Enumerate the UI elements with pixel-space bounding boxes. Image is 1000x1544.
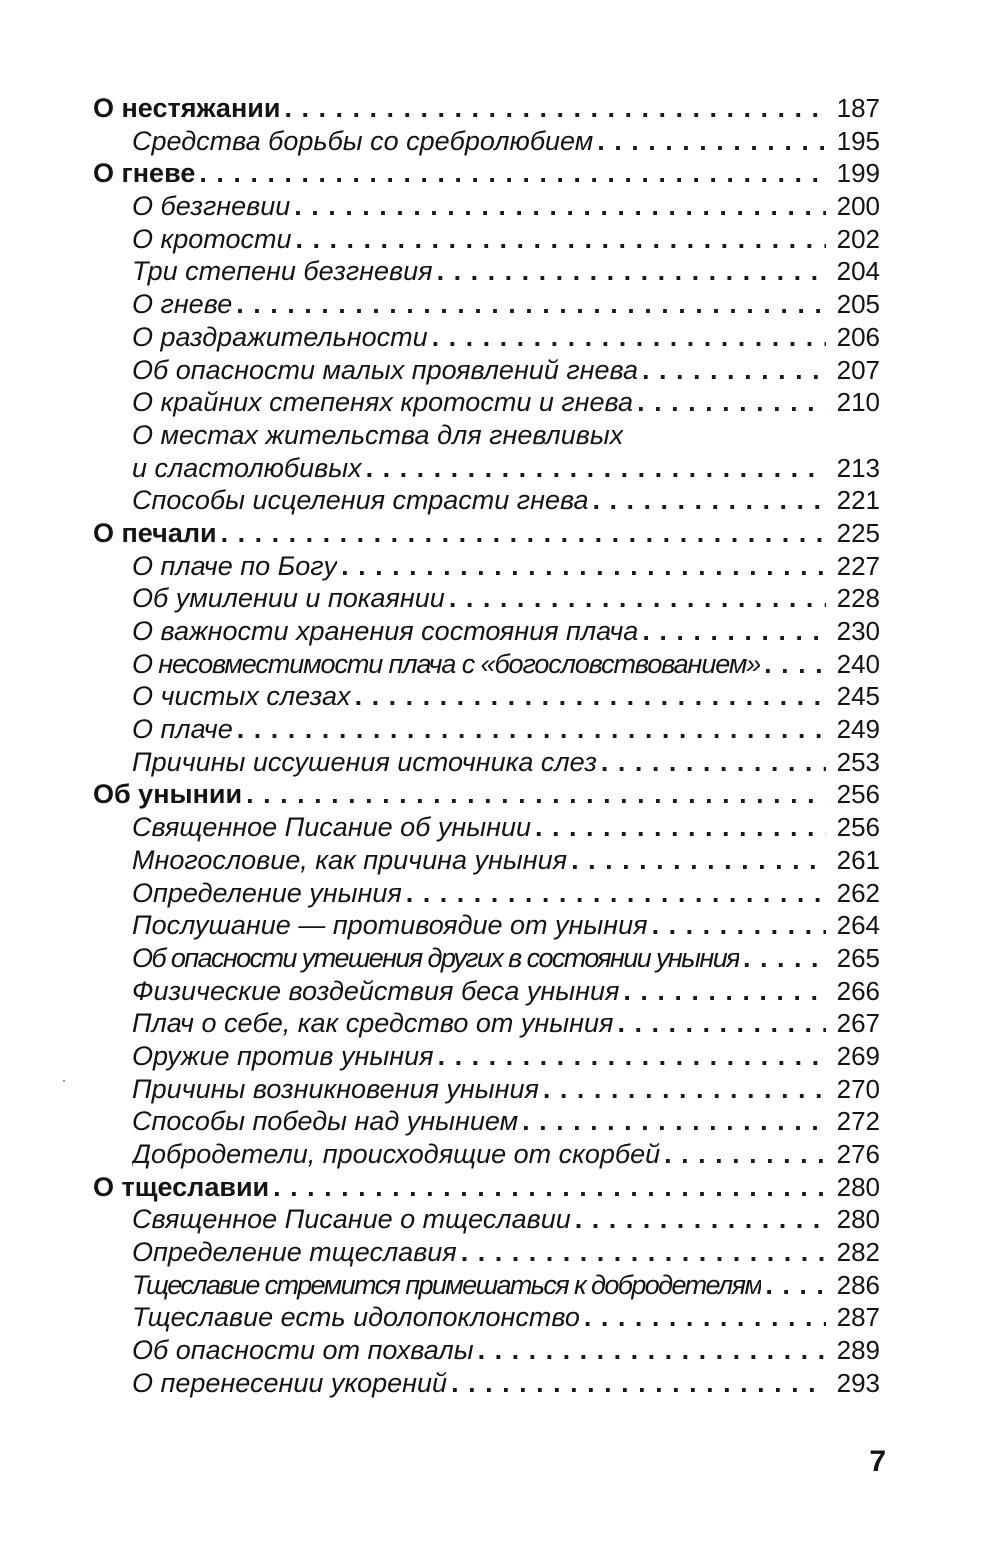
toc-entry — [0, 1105, 1000, 1138]
toc-entry — [0, 582, 1000, 615]
toc-title: Три степени безгневия — [132, 256, 433, 287]
dot-leader — [457, 1236, 826, 1269]
toc-title: Священное Писание об унынии — [132, 812, 531, 843]
toc-entry — [0, 713, 1000, 746]
dot-leader — [217, 517, 826, 550]
toc-entry — [0, 452, 1000, 485]
dot-leader — [760, 648, 826, 681]
toc-page-number: 240 — [836, 648, 880, 679]
toc-title: Священное Писание о тщеславии — [132, 1204, 571, 1235]
dot-leader — [428, 321, 826, 354]
toc-entry — [0, 354, 1000, 387]
toc-entry — [0, 484, 1000, 517]
toc-entry — [0, 125, 1000, 158]
toc-title: Об опасности утешения других в состоянии уныния — [132, 942, 739, 973]
toc-title: Об опасности малых проявлений гнева — [132, 354, 639, 385]
toc-page-number: 200 — [836, 191, 880, 222]
toc-title: Об опасности от похвалы — [132, 1335, 474, 1366]
dot-leader — [638, 354, 826, 387]
toc-page-number: 286 — [836, 1269, 880, 1300]
toc-entry — [0, 615, 1000, 648]
toc-page-number: 261 — [836, 844, 880, 875]
toc-title: О крайних степенях кротости и гнева — [132, 387, 634, 418]
toc-page-number: 256 — [836, 779, 880, 810]
toc-page-number: 245 — [836, 681, 880, 712]
dot-leader — [195, 157, 826, 190]
toc-title: Многословие, как причина уныния — [132, 844, 568, 875]
toc-page-number: 207 — [836, 354, 880, 385]
dot-leader — [351, 680, 826, 713]
dot-leader — [580, 1301, 826, 1334]
dot-leader — [589, 484, 827, 517]
toc-entry — [0, 1073, 1000, 1106]
dot-leader — [402, 877, 826, 910]
toc-page-number: 289 — [836, 1335, 880, 1366]
toc-title: О плаче — [132, 714, 233, 745]
dot-leader — [593, 125, 826, 158]
dot-leader — [539, 1073, 826, 1106]
toc-page-number: 225 — [836, 517, 880, 548]
toc-page-number: 266 — [836, 975, 880, 1006]
table-of-contents — [0, 92, 1000, 1400]
toc-title: О тщеславии — [93, 1171, 270, 1202]
toc-page-number: 227 — [836, 550, 880, 581]
toc-page-number: 280 — [836, 1171, 880, 1202]
toc-title: и сластолюбивых — [132, 452, 362, 483]
toc-page-number: 265 — [836, 942, 880, 973]
toc-title: Физические воздействия беса уныния — [132, 975, 620, 1006]
scan-speck — [63, 1080, 65, 1082]
page-number: 7 — [869, 1445, 886, 1478]
toc-title: О перенесении укорений — [132, 1367, 448, 1398]
toc-entry — [0, 1269, 1000, 1302]
toc-page-number: 269 — [836, 1040, 880, 1071]
toc-title: О важности хранения состояния плача — [132, 616, 639, 646]
toc-title: О несовместимости плача с «богословствованием» — [132, 648, 761, 679]
toc-page-number: 205 — [836, 289, 880, 320]
toc-page-number: 293 — [836, 1367, 880, 1398]
toc-entry — [0, 975, 1000, 1008]
dot-leader — [233, 713, 826, 746]
toc-entry — [0, 255, 1000, 288]
toc-entry — [0, 288, 1000, 321]
toc-page-number: 230 — [836, 616, 880, 646]
toc-entry — [0, 1171, 1000, 1204]
toc-entry — [0, 1203, 1000, 1236]
toc-page-number: 253 — [836, 746, 880, 777]
toc-entry — [0, 648, 1000, 681]
toc-title: Добродетели, происходящие от скорбей — [132, 1139, 661, 1169]
toc-entry — [0, 517, 1000, 550]
toc-page-number: 195 — [836, 125, 880, 156]
toc-entry-continued — [0, 419, 1000, 452]
dot-leader — [739, 942, 826, 975]
toc-page-number: 262 — [836, 877, 880, 908]
toc-title: Оружие против уныния — [132, 1040, 434, 1071]
toc-page-number: 187 — [836, 93, 880, 123]
toc-page-number: 256 — [836, 812, 880, 843]
toc-entry — [0, 157, 1000, 190]
toc-title: Об унынии — [93, 779, 243, 810]
dot-leader — [761, 1269, 826, 1302]
toc-title: О гневе — [93, 158, 196, 189]
toc-page-number: 280 — [836, 1204, 880, 1235]
toc-page-number: 287 — [836, 1302, 880, 1333]
toc-entry — [0, 1236, 1000, 1269]
toc-title: Определение тщеславия — [132, 1237, 457, 1268]
dot-leader — [445, 582, 826, 615]
toc-page-number: 213 — [836, 452, 880, 483]
toc-title: Об умилении и покаянии — [132, 583, 445, 614]
toc-entry — [0, 844, 1000, 877]
dot-leader — [232, 288, 826, 321]
toc-page-number: 270 — [836, 1073, 880, 1104]
toc-title: Тщеславие есть идолопоклонство — [132, 1302, 580, 1333]
toc-entry — [0, 1334, 1000, 1367]
dot-leader — [292, 223, 827, 256]
toc-title: О безгневии — [132, 191, 291, 222]
toc-entry — [0, 1040, 1000, 1073]
toc-entry — [0, 92, 1000, 125]
toc-title: Средства борьбы со сребролюбием — [132, 125, 594, 156]
toc-page-number: 210 — [836, 387, 880, 418]
toc-entry — [0, 877, 1000, 910]
toc-title: Послушание — противоядие от уныния — [132, 910, 648, 941]
toc-entry — [0, 223, 1000, 256]
dot-leader — [531, 811, 826, 844]
dot-leader — [633, 386, 826, 419]
toc-title: О плаче по Богу — [132, 550, 338, 581]
toc-entry — [0, 942, 1000, 975]
dot-leader — [433, 255, 826, 288]
toc-entry — [0, 1367, 1000, 1400]
toc-page-number: 249 — [836, 714, 880, 745]
dot-leader — [242, 778, 826, 811]
dot-leader — [269, 1171, 826, 1204]
toc-entry — [0, 386, 1000, 419]
toc-page-number: 202 — [836, 223, 880, 254]
toc-page-number: 206 — [836, 321, 880, 352]
toc-title: Причины возникновения уныния — [132, 1073, 539, 1104]
toc-page-number: 204 — [836, 256, 880, 287]
toc-page-number: 276 — [836, 1139, 880, 1169]
toc-title: Способы исцеления страсти гнева — [132, 485, 589, 516]
toc-entry — [0, 1007, 1000, 1040]
toc-page-number: 264 — [836, 910, 880, 941]
dot-leader — [660, 1138, 826, 1171]
toc-entry — [0, 811, 1000, 844]
dot-leader — [571, 1203, 826, 1236]
dot-leader — [337, 550, 826, 583]
toc-title: Тщеславие стремится примешаться к добродетелям — [132, 1269, 762, 1300]
dot-leader — [597, 746, 826, 779]
toc-title: О местах жительства для гневливых — [132, 419, 624, 450]
toc-entry — [0, 746, 1000, 779]
toc-entry — [0, 778, 1000, 811]
dot-leader — [434, 1040, 826, 1073]
toc-page-number: 267 — [836, 1008, 880, 1039]
toc-title: О нестяжании — [93, 93, 281, 123]
toc-title: Определение уныния — [132, 877, 402, 908]
toc-entry — [0, 680, 1000, 713]
dot-leader — [619, 975, 826, 1008]
dot-leader — [638, 615, 826, 648]
dot-leader — [648, 909, 826, 942]
toc-title: О гневе — [132, 289, 233, 320]
dot-leader — [280, 92, 826, 125]
toc-entry — [0, 321, 1000, 354]
toc-title: О раздражительности — [132, 321, 428, 352]
dot-leader — [518, 1105, 826, 1138]
toc-page-number: 221 — [836, 485, 880, 516]
toc-title: Способы победы над унынием — [132, 1106, 519, 1137]
toc-page-number: 228 — [836, 583, 880, 614]
toc-title: О кротости — [132, 223, 292, 254]
toc-title: Плач о себе, как средство от уныния — [132, 1008, 614, 1039]
toc-entry — [0, 1301, 1000, 1334]
dot-leader — [290, 190, 826, 223]
toc-title: О печали — [93, 517, 217, 548]
dot-leader — [447, 1367, 826, 1400]
toc-page-number: 272 — [836, 1106, 880, 1137]
toc-entry — [0, 550, 1000, 583]
toc-page-number: 199 — [836, 158, 880, 189]
toc-entry — [0, 909, 1000, 942]
dot-leader — [567, 844, 826, 877]
dot-leader — [362, 452, 826, 485]
toc-page-number: 282 — [836, 1237, 880, 1268]
toc-entry — [0, 190, 1000, 223]
toc-title: Причины иссушения источника слез — [132, 746, 597, 777]
toc-entry — [0, 1138, 1000, 1171]
toc-title: О чистых слезах — [132, 681, 351, 712]
dot-leader — [474, 1334, 826, 1367]
dot-leader — [613, 1007, 826, 1040]
